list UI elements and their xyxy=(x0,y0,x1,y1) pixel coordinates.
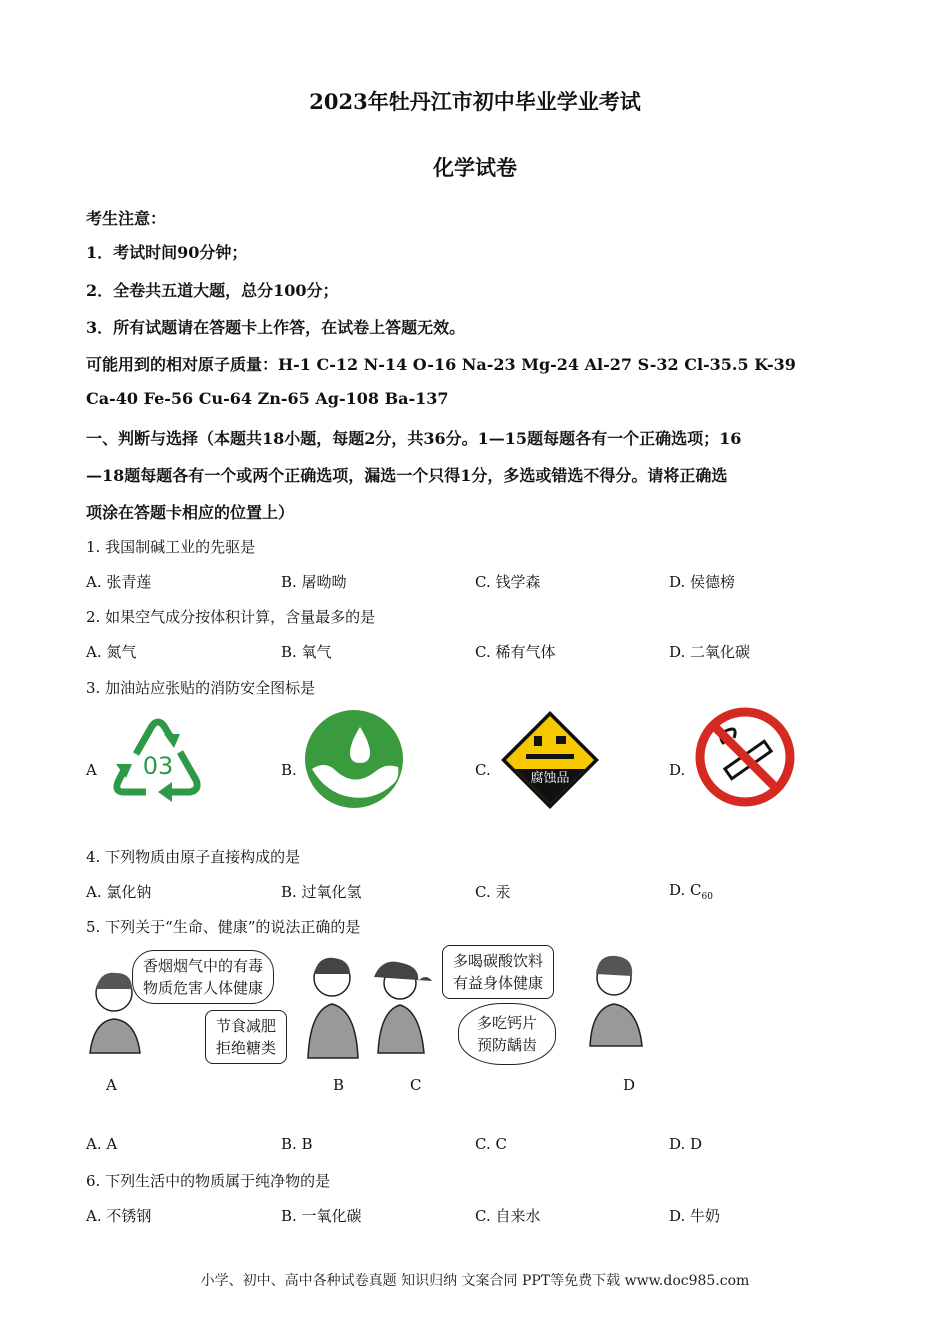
option-b: B. 氧气 xyxy=(281,643,332,661)
section-instruction: —18题每题各有一个或两个正确选项，漏选一个只得1分，多选或错选不得分。请将正确选 xyxy=(86,466,728,485)
no-smoking-icon xyxy=(694,706,796,808)
question-stem: 5. 下列关于“生命、健康”的说法正确的是 xyxy=(86,918,361,936)
option-b: B. 屠呦呦 xyxy=(281,573,347,591)
option-d: D. xyxy=(669,761,686,779)
recycle-number: 03 xyxy=(142,752,174,780)
student-figure-icon xyxy=(298,950,364,1060)
exam-subtitle: 化学试卷 xyxy=(433,155,517,180)
exam-title: 2023年牡丹江市初中毕业学业考试 xyxy=(309,89,641,114)
option-a: A. A xyxy=(86,1135,118,1153)
atomic-mass-line: Ca-40 Fe-56 Cu-64 Zn-65 Ag-108 Ba-137 xyxy=(86,389,449,408)
option-a: A. 张青莲 xyxy=(86,573,152,591)
notice-item: 2．全卷共五道大题，总分100分； xyxy=(86,281,339,300)
option-c: C. 自来水 xyxy=(475,1207,541,1225)
student-figure-icon xyxy=(584,948,648,1048)
option-c: C. 稀有气体 xyxy=(475,643,556,661)
subscript-60: 60 xyxy=(701,892,713,902)
option-c: C. 钱学森 xyxy=(475,573,541,591)
question-stem: 3. 加油站应张贴的消防安全图标是 xyxy=(86,679,316,697)
picture-label: A xyxy=(106,1076,117,1094)
question-stem: 2. 如果空气成分按体积计算，含量最多的是 xyxy=(86,608,376,626)
option-c: C. C xyxy=(475,1135,507,1153)
option-a: A. 氯化钠 xyxy=(86,883,152,901)
option-d: D. 侯德榜 xyxy=(669,573,736,591)
question-stem: 4. 下列物质由原子直接构成的是 xyxy=(86,848,301,866)
option-b: B. xyxy=(281,761,297,779)
option-a: A xyxy=(86,761,97,779)
corrosive-label: 腐蚀品 xyxy=(530,771,570,786)
question-stem: 6. 下列生活中的物质属于纯净物的是 xyxy=(86,1172,331,1190)
water-saving-icon xyxy=(304,709,404,809)
option-d: D. D xyxy=(669,1135,703,1153)
option-b: B. 一氧化碳 xyxy=(281,1207,362,1225)
option-d: D. 二氧化碳 xyxy=(669,643,751,661)
corrosive-hazard-icon xyxy=(500,710,600,810)
thought-bubble-d: 多吃钙片 预防龋齿 xyxy=(458,1003,556,1065)
picture-label: D xyxy=(623,1076,636,1094)
option-d: D. 牛奶 xyxy=(669,1207,721,1225)
speech-bubble-b: 节食减肥 拒绝糖类 xyxy=(205,1010,287,1064)
recycle-icon xyxy=(106,712,210,804)
question-stem: 1. 我国制碱工业的先驱是 xyxy=(86,538,256,556)
notice-heading: 考生注意： xyxy=(86,209,167,228)
speech-bubble-c: 多喝碳酸饮料 有益身体健康 xyxy=(442,945,554,999)
option-d: D. $C_{60}$ xyxy=(669,881,713,902)
option-c: C. 汞 xyxy=(475,883,511,901)
section-instruction: 项涂在答题卡相应的位置上） xyxy=(86,503,295,522)
section-instruction: 一、判断与选择（本题共18小题，每题2分，共36分。1—15题每题各有一个正确选项；16 xyxy=(86,429,742,448)
speech-bubble-a: 香烟烟气中的有毒 物质危害人体健康 xyxy=(132,950,274,1004)
option-a: A. 氮气 xyxy=(86,643,137,661)
option-b: B. 过氧化氢 xyxy=(281,883,362,901)
option-a: A. 不锈钢 xyxy=(86,1207,152,1225)
atomic-mass-line: 可能用到的相对原子质量：H-1 C-12 N-14 O-16 Na-23 Mg-24 Al-27 S-32 Cl-35.5 K-39 xyxy=(86,355,796,374)
picture-label: B xyxy=(333,1076,345,1094)
notice-item: 3．所有试题请在答题卡上作答，在试卷上答题无效。 xyxy=(86,318,466,337)
picture-label: C xyxy=(410,1076,422,1094)
notice-item: 1．考试时间90分钟； xyxy=(86,243,248,262)
option-c: C. xyxy=(475,761,491,779)
student-figure-icon xyxy=(366,955,438,1055)
option-b: B. B xyxy=(281,1135,313,1153)
page-footer: 小学、初中、高中各种试卷真题 知识归纳 文案合同 PPT等免费下载 www.doc985.com xyxy=(200,1273,750,1289)
